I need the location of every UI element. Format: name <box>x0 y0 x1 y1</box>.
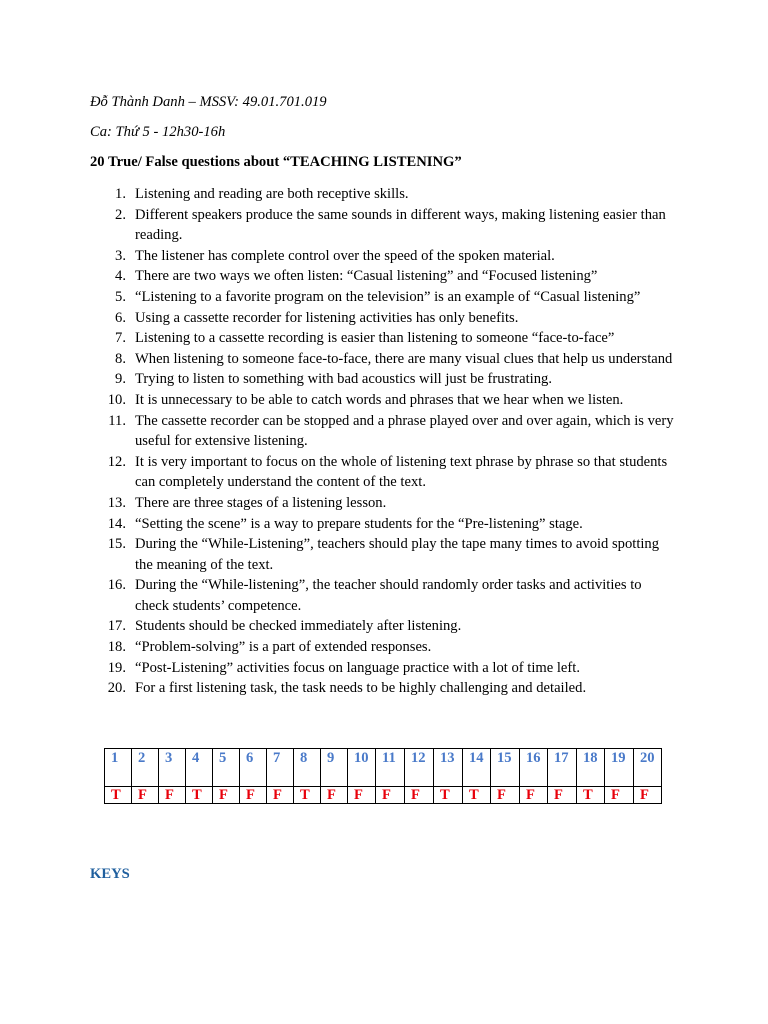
question-number: 11. <box>108 412 126 429</box>
question-item <box>90 493 677 514</box>
question-number: 19. <box>107 659 126 676</box>
answer-number-cell: 10 <box>348 749 376 787</box>
answer-table-number-row <box>105 749 662 787</box>
answer-value-cell: T <box>463 787 491 804</box>
answer-value-cell: F <box>634 787 662 804</box>
question-text: The cassette recorder can be stopped and a phrase played over and over again, which is very useful for extensive listening. <box>135 412 674 450</box>
question-item <box>90 514 677 535</box>
question-number: 9. <box>115 371 126 388</box>
question-item <box>90 287 677 308</box>
answer-value-cell: F <box>348 787 376 804</box>
question-text: “Post-Listening” activities focus on language practice with a lot of time left. <box>135 659 580 676</box>
question-text: Listening and reading are both receptive skills. <box>135 186 409 202</box>
answer-value-cell: F <box>321 787 348 804</box>
question-number: 4. <box>115 268 126 285</box>
question-item <box>90 390 677 411</box>
question-item <box>90 616 677 637</box>
answer-number-cell: 4 <box>186 749 213 787</box>
question-text: Listening to a cassette recording is easier than listening to someone “face-to-face” <box>135 330 615 347</box>
answer-value-cell: F <box>605 787 634 804</box>
answer-value-cell: F <box>159 787 186 804</box>
answer-number-cell: 8 <box>294 749 321 787</box>
question-item <box>90 246 677 267</box>
answer-number-cell: 9 <box>321 749 348 787</box>
question-item <box>90 205 677 246</box>
question-number: 1. <box>115 186 126 202</box>
answer-number-cell: 16 <box>520 749 548 787</box>
question-text: During the “While-listening”, the teacher should randomly order tasks and activities to check students’ competence. <box>135 577 642 614</box>
question-item <box>90 328 677 349</box>
answer-number-cell: 14 <box>463 749 491 787</box>
question-text: Trying to listen to something with bad acoustics will just be frustrating. <box>135 371 552 388</box>
answer-number-cell: 7 <box>267 749 294 787</box>
question-number: 17. <box>107 618 126 635</box>
answer-number-cell: 15 <box>491 749 520 787</box>
answer-number-cell: 6 <box>240 749 267 787</box>
answer-value-cell: F <box>520 787 548 804</box>
answer-value-cell: T <box>294 787 321 804</box>
session-line: Ca: Thứ 5 - 12h30-16h <box>90 124 226 140</box>
question-text: It is very important to focus on the whole of listening text phrase by phrase so that students can completely understand the content of the text. <box>135 453 668 491</box>
question-number: 16. <box>107 577 126 594</box>
question-number: 20. <box>107 680 126 697</box>
question-text: There are two ways we often listen: “Casual listening” and “Focused listening” <box>135 268 598 285</box>
answer-value-cell: F <box>213 787 240 804</box>
question-number: 7. <box>115 330 126 347</box>
answer-value-cell: F <box>405 787 434 804</box>
question-number: 15. <box>107 536 126 553</box>
question-item <box>90 411 677 452</box>
question-number: 14. <box>107 515 126 532</box>
answer-number-cell: 20 <box>634 749 662 787</box>
question-text: “Problem-solving” is a part of extended responses. <box>135 639 432 656</box>
question-item <box>90 637 677 658</box>
question-item <box>90 369 677 390</box>
answer-table <box>104 748 662 804</box>
answer-number-cell: 18 <box>577 749 605 787</box>
answer-value-cell: F <box>548 787 577 804</box>
document-title: 20 True/ False questions about “TEACHING LISTENING” <box>90 154 462 170</box>
question-number: 5. <box>115 288 126 305</box>
question-item <box>90 266 677 287</box>
question-text: The listener has complete control over the speed of the spoken material. <box>135 247 555 264</box>
question-item <box>90 184 677 205</box>
question-item <box>90 452 677 493</box>
question-number: 6. <box>115 309 126 326</box>
author-line: Đỗ Thành Danh – MSSV: 49.01.701.019 <box>90 94 327 110</box>
answer-number-cell: 19 <box>605 749 634 787</box>
answer-number-cell: 13 <box>434 749 463 787</box>
question-number: 3. <box>115 247 126 264</box>
document-body <box>90 92 690 699</box>
answer-value-cell: F <box>132 787 159 804</box>
question-item <box>90 658 677 679</box>
question-item <box>90 308 677 329</box>
keys-heading: KEYS <box>90 866 130 882</box>
answer-value-cell: F <box>376 787 405 804</box>
question-text: Different speakers produce the same sounds in different ways, making listening easier than reading. <box>135 206 666 244</box>
answer-number-cell: 11 <box>376 749 405 787</box>
question-text: During the “While-Listening”, teachers should play the tape many times to avoid spotting the meaning of the text. <box>135 536 660 573</box>
answer-value-cell: T <box>186 787 213 804</box>
question-text: “Listening to a favorite program on the television” is an example of “Casual listening” <box>135 288 641 305</box>
question-number: 12. <box>107 453 126 470</box>
answer-value-cell: T <box>434 787 463 804</box>
question-list <box>90 184 690 699</box>
question-number: 8. <box>115 350 126 367</box>
question-item <box>90 678 677 699</box>
question-text: Using a cassette recorder for listening activities has only benefits. <box>135 309 519 326</box>
answer-number-cell: 2 <box>132 749 159 787</box>
question-text: “Setting the scene” is a way to prepare students for the “Pre-listening” stage. <box>135 515 583 532</box>
answer-number-cell: 17 <box>548 749 577 787</box>
question-text: Students should be checked immediately after listening. <box>135 618 462 635</box>
question-item <box>90 534 677 575</box>
answer-value-cell: T <box>577 787 605 804</box>
question-number: 13. <box>107 494 126 511</box>
answer-number-cell: 1 <box>105 749 132 787</box>
answer-number-cell: 12 <box>405 749 434 787</box>
question-text: When listening to someone face-to-face, there are many visual clues that help us understand <box>135 350 673 367</box>
answer-number-cell: 5 <box>213 749 240 787</box>
answer-number-cell: 3 <box>159 749 186 787</box>
question-text: It is unnecessary to be able to catch words and phrases that we hear when we listen. <box>135 391 624 408</box>
question-text: There are three stages of a listening lesson. <box>135 494 387 511</box>
question-number: 10. <box>107 391 126 408</box>
answer-value-cell: T <box>105 787 132 804</box>
question-text: For a first listening task, the task needs to be highly challenging and detailed. <box>135 680 587 697</box>
question-number: 2. <box>115 206 126 223</box>
answer-table-answer-row <box>105 787 662 804</box>
answer-value-cell: F <box>491 787 520 804</box>
answer-value-cell: F <box>267 787 294 804</box>
question-number: 18. <box>107 639 126 656</box>
answer-value-cell: F <box>240 787 267 804</box>
question-item <box>90 349 677 370</box>
question-item <box>90 575 677 616</box>
